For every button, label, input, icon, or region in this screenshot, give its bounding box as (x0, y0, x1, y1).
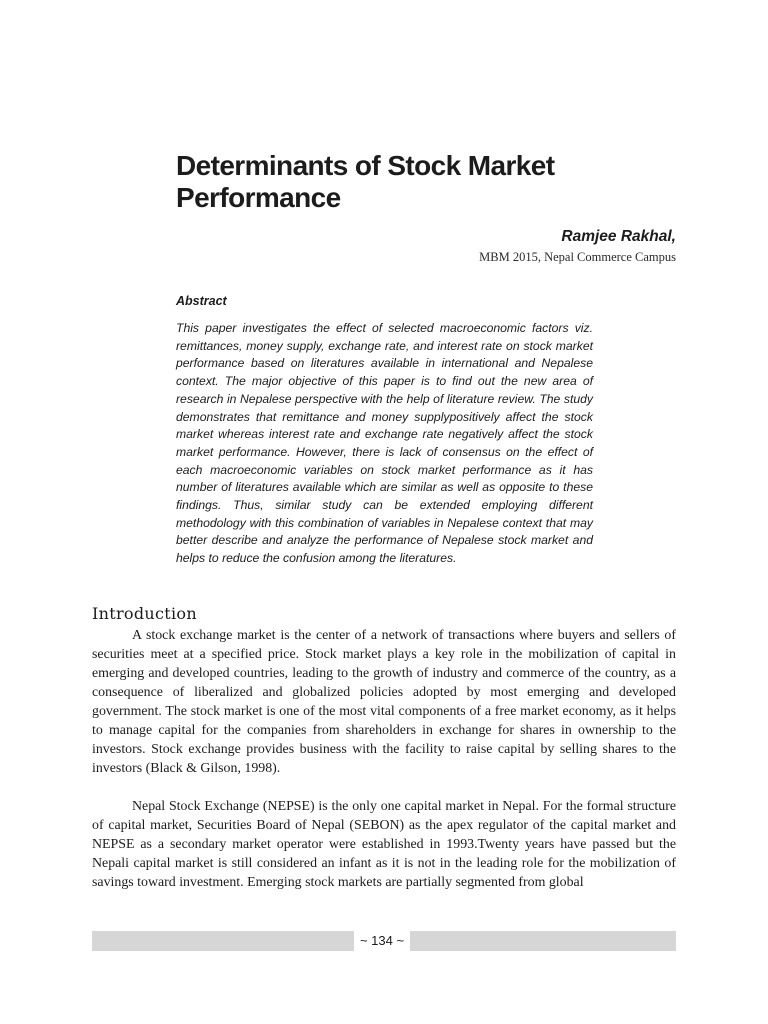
paper-title-line-2: Performance (176, 182, 341, 213)
paper-title-line-1: Determinants of Stock Market (176, 150, 555, 181)
page-footer (92, 931, 676, 951)
author-name: Ramjee Rakhal, (561, 228, 676, 245)
abstract-text: This paper investigates the effect of selected macroeconomic factors viz. remittances, money supply, exchange rate, and interest rate on stock market performance based on literatures available in international and Nepalese context. The major objective of this paper is to find out the new area of research in Nepalese perspective with the help of literature review. The study demonstrates that remittance and money supplypositively affect the stock market whereas interest rate and exchange rate negatively affect the stock market performance. However, there is lack of consensus on the effect of each macroeconomic variables on stock market performance as it has number of literatures available which are similar as well as opposite to these findings. Thus, similar study can be extended employing different methodology with this combination of variables in Nepalese context that may better describe and analyze the performance of Nepalese stock market and helps to reduce the confusion among the literatures. (176, 321, 593, 566)
paper-title (176, 150, 696, 214)
abstract-heading: Abstract (176, 294, 227, 308)
footer-stripe-right (410, 931, 676, 951)
introduction-paragraph-2: Nepal Stock Exchange (NEPSE) is the only one capital market in Nepal. For the formal structure of capital market, Securities Board of Nepal (SEBON) as the apex regulator of the capital market and NEPSE as a secondary market operator were established in 1993.Twenty years have passed but the Nepali capital market is still considered an infant as it is not in the leading role for the mobilization of savings toward investment. Emerging stock markets are partially segmented from global (92, 799, 676, 890)
introduction-heading: Introduction (92, 604, 197, 623)
footer-stripe-left (92, 931, 354, 951)
introduction-paragraph-1: A stock exchange market is the center of a network of transactions where buyers and sellers of securities meet at a specified price. Stock market plays a key role in the mobilization of capital in emerging and developed countries, leading to the growth of industry and commerce of the country, as a consequence of liberalized and globalized policies adopted by most emerging and developed government. The stock market is one of the most vital components of a free market economy, as it helps to manage capital for the companies from shareholders in exchange for shares in ownership to the investors. Stock exchange provides business with the facility to raise capital by selling shares to the investors (Black & Gilson, 1998). (92, 628, 676, 776)
page-number: ~ 134 ~ (359, 933, 405, 948)
author-affiliation: MBM 2015, Nepal Commerce Campus (479, 250, 676, 264)
